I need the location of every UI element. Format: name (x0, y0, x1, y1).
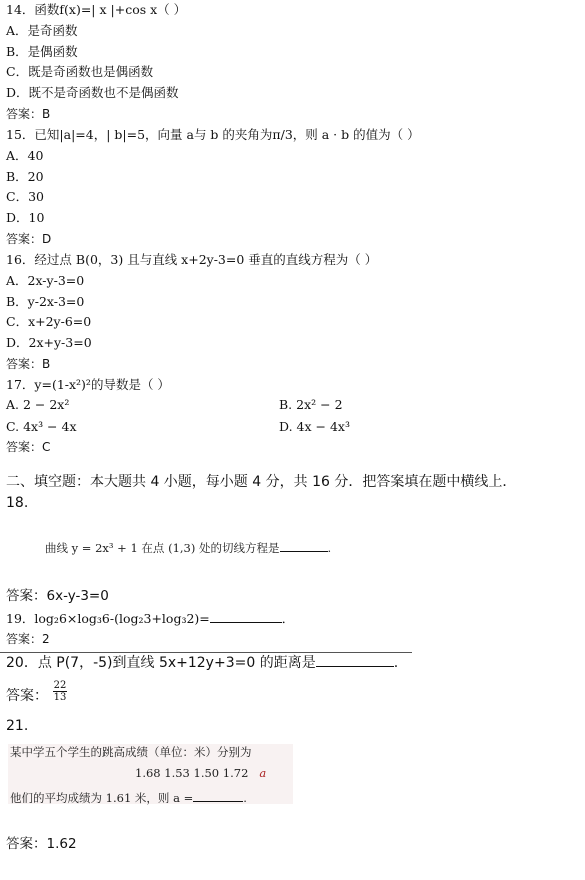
section-heading: 二、填空题：本大题共 4 小题，每小题 4 分，共 16 分．把答案填在题中横线上． (6, 474, 517, 490)
q20-answer-numerator: 22 (53, 680, 67, 691)
q15-stem: 15．已知|a|=4，| b|=5，向量 a与 b 的夹角为π/3，则 a · b 的值为（ ） (6, 127, 420, 142)
q16-choice-b: B．y-2x-3=0 (6, 294, 85, 309)
q16-choice-c: C．x+2y-6=0 (6, 314, 92, 329)
q15-choice-a: A．40 (6, 148, 44, 163)
q16-answer: 答案：B (6, 357, 51, 371)
q19-text-line (6, 610, 294, 627)
q16-choice-a: A．2x-y-3=0 (6, 273, 85, 288)
q19-text: 19．log₂6×log₃6-(log₂3+log₃2)= (6, 611, 210, 626)
q20-text: 20．点 P(7，-5)到直线 5x+12y+3=0 的距离是 (6, 655, 316, 671)
q16-choice-d: D．2x+y-3=0 (6, 335, 92, 350)
q14-choice-d: D．既不是奇函数也不是偶函数 (6, 85, 179, 100)
q14-stem: 14．函数f(x)=| x |+cos x（ ） (6, 2, 187, 17)
q21-var: a (259, 766, 267, 780)
q18-text-after: . (327, 541, 332, 555)
q20-answer-fraction (53, 680, 67, 703)
q18-blank (280, 541, 328, 552)
q15-choice-c: C．30 (6, 189, 44, 204)
q19-text-after: ． (281, 611, 295, 626)
q18-number: 18. (6, 495, 29, 511)
q18-problem-image (45, 540, 331, 556)
q17-answer: 答案：C (6, 440, 51, 454)
q19-blank (210, 610, 282, 623)
q20-answer-label: 答案： (6, 688, 48, 704)
q21-values-line (135, 766, 266, 780)
q21-values: 1.68 1.53 1.50 1.72 (135, 766, 249, 780)
q14-choice-c: C．既是奇函数也是偶函数 (6, 64, 154, 79)
q18-answer: 答案：6x-y-3=0 (6, 588, 109, 604)
q15-choice-d: D．10 (6, 210, 45, 225)
separator-line (0, 652, 412, 653)
q21-line3-after: . (243, 791, 247, 805)
q17-choice-b: B. 2x² − 2 (279, 397, 343, 412)
q17-stem: 17．y=(1-x²)²的导数是（ ） (6, 377, 170, 392)
q21-answer: 答案：1.62 (6, 836, 77, 852)
q17-choice-c: C. 4x³ − 4x (6, 419, 77, 434)
q20-answer-denominator: 13 (53, 692, 67, 703)
q21-line1: 某中学五个学生的跳高成绩（单位：米）分别为 (10, 745, 252, 759)
q21-blank (193, 791, 243, 802)
q21-line3 (10, 790, 247, 806)
q18-text: 曲线 y = 2x³ + 1 在点 (1,3) 处的切线方程是 (45, 541, 280, 555)
q21-number: 21. (6, 718, 29, 734)
q14-answer: 答案：B (6, 107, 51, 121)
q20-blank (316, 654, 394, 667)
q14-choice-b: B．是偶函数 (6, 44, 78, 59)
q20-text-line (6, 654, 398, 671)
q14-choice-a: A．是奇函数 (6, 23, 78, 38)
q17-choice-a: A. 2 − 2x² (6, 397, 70, 412)
q20-text-after: . (393, 655, 399, 671)
q19-answer: 答案：2 (6, 632, 50, 646)
q15-choice-b: B．20 (6, 169, 44, 184)
q21-line3-text: 他们的平均成绩为 1.61 米，则 a = (10, 791, 194, 805)
q17-choice-d: D. 4x − 4x³ (279, 419, 350, 434)
q16-stem: 16．经过点 B(0，3) 且与直线 x+2y-3=0 垂直的直线方程为（ ） (6, 252, 378, 267)
q15-answer: 答案：D (6, 232, 52, 246)
